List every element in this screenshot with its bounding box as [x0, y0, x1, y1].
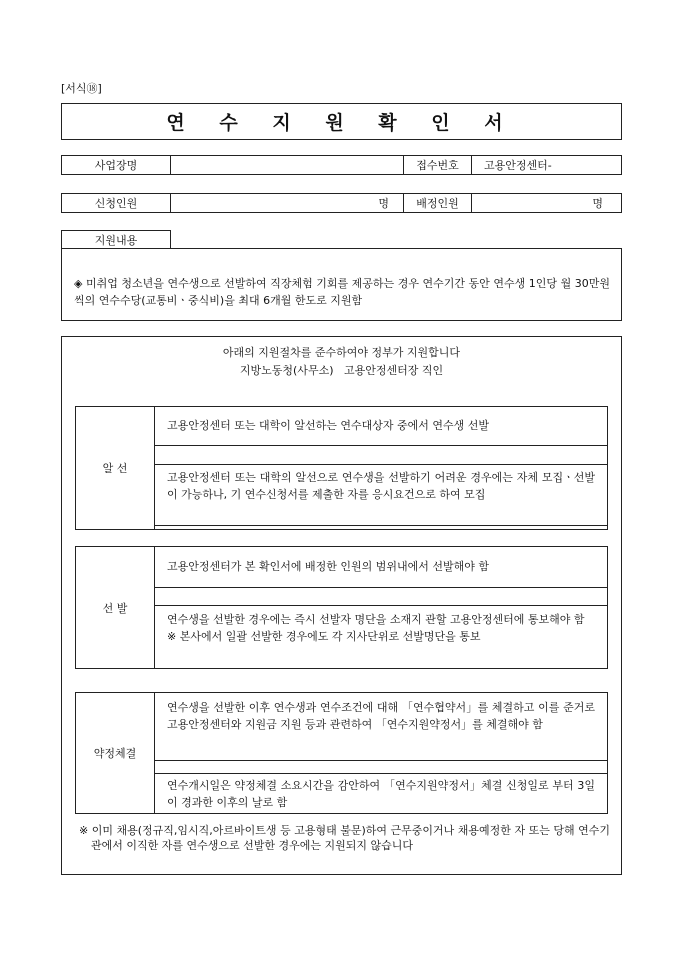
support-tab: 지원내용 [61, 230, 171, 249]
selection-item-2: 연수생을 선발한 경우에는 즉시 선발자 명단을 소재지 관할 고용안정센터에 통보해야 함 [167, 613, 585, 626]
procedure-line-2: 지방노동청(사무소) 고용안정센터장 직인 [239, 364, 444, 377]
assigned-field[interactable]: 명 [592, 197, 603, 210]
receipt-number-field[interactable]: 고용안정센터- [484, 159, 552, 172]
row-personnel [61, 193, 622, 213]
support-box [61, 248, 622, 321]
referral-item-1: 고용안정센터 또는 대학이 알선하는 연수대상자 중에서 연수생 선발 [154, 406, 608, 446]
selection-item-3: ※ 본사에서 일괄 선발한 경우에도 각 지사단위로 선발명단을 통보 [167, 630, 481, 643]
footnote: ※ 이미 채용(정규직,임시직,아르바이트생 등 고용형태 불문)하여 근무중이거나 채용예정한 자 또는 당해 연수기관에서 이직한 자를 연수생으로 선발한 경우에는 지원되지 않습니다 [79, 824, 610, 852]
document-title: 연 수 지 원 확 인 서 [61, 103, 622, 140]
selection-item-2-box [154, 605, 608, 669]
section-label-referral: 알 선 [76, 407, 155, 529]
form-number: [서식⑱] [61, 82, 102, 95]
section-label-agreement: 약정체결 [76, 693, 155, 813]
agreement-item-1: 연수생을 선발한 이후 연수생과 연수조건에 대해 「연수협약서」를 체결하고 이를 준거로 고용안정센터와 지원금 지원 등과 관련하여 「연수지원약정서」를 체결해야 함 [154, 692, 608, 761]
selection-item-1: 고용안정센터가 본 확인서에 배정한 인원의 범위내에서 선발해야 함 [154, 546, 608, 588]
label-applicants: 신청인원 [62, 194, 171, 212]
section-label-selection: 선 발 [76, 547, 155, 668]
row-business [61, 155, 622, 175]
agreement-item-2: 연수개시일은 약정체결 소요시간을 감안하여 「연수지원약정서」체결 신청일로 부터 3일이 경과한 이후의 날로 함 [154, 773, 608, 814]
applicants-field[interactable]: 명 [171, 194, 404, 212]
support-text: ◈ 미취업 청소년을 연수생으로 선발하여 직장체험 기회를 제공하는 경우 연수기간 동안 연수생 1인당 월 30만원씩의 연수수당(교통비ㆍ중식비)을 최대 6개월 한도로 지원함 [74, 277, 610, 307]
label-assigned: 배정인원 [404, 194, 472, 212]
referral-item-2: 고용안정센터 또는 대학의 알선으로 연수생을 선발하기 어려운 경우에는 자체 모집ㆍ선발이 가능하나, 기 연수신청서를 제출한 자를 응시요건으로 하여 모집 [154, 464, 608, 526]
procedure-header [62, 344, 621, 380]
label-receipt-number: 접수번호 [404, 156, 472, 174]
business-name-field[interactable] [171, 156, 404, 174]
procedure-line-1: 아래의 지원절차를 준수하여야 정부가 지원합니다 [222, 346, 461, 359]
label-business-name: 사업장명 [62, 156, 171, 174]
